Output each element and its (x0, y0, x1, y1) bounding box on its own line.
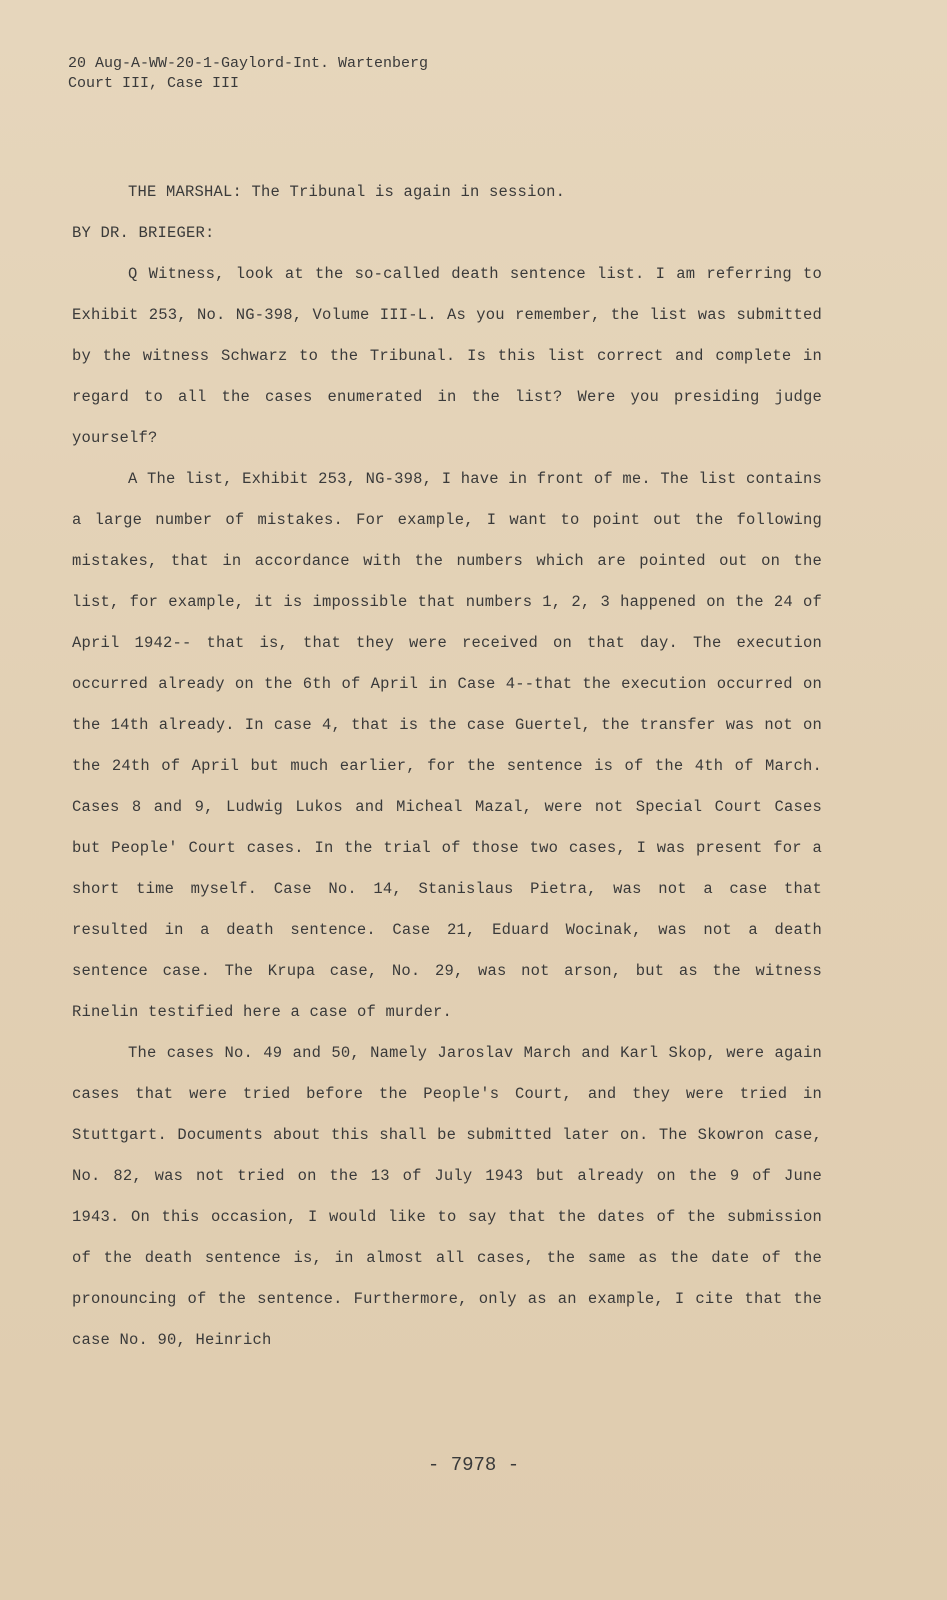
examiner-line: BY DR. BRIEGER: (72, 224, 215, 242)
continuation-paragraph: The cases No. 49 and 50, Namely Jaroslav March and Karl Skop, were again cases that were tried before the People's Court, and they were tried in Stuttgart. Documents about this shall be submitted later on. The Skowron case, No. 82, was not tried on the 13 of July 1943 but already on the 9 of June 1943. On this occasion, I would like to say that the dates of the submission of the death sentence is, in almost all cases, the same as the date of the pronouncing of the sentence. Furthermore, only as an example, I cite that the case No. 90, Heinrich (72, 1044, 822, 1349)
page-header (68, 54, 428, 94)
answer-paragraph: A The list, Exhibit 253, NG-398, I have in front of me. The list contains a large number of mistakes. For example, I want to point out the following mistakes, that in accordance with the numbers which are pointed out on the list, for example, it is impossible that numbers 1, 2, 3 happened on the 24 of April 1942-- that is, that they were received on that day. The execution occurred already on the 6th of April in Case 4--that the execution occurred on the 14th already. In case 4, that is the case Guertel, the transfer was not on the 24th of April but much earlier, for the sentence is of the 4th of March. Cases 8 and 9, Ludwig Lukos and Micheal Mazal, were not Special Court Cases but People' Court cases. In the trial of those two cases, I was present for a short time myself. Case No. 14, Stanislaus Pietra, was not a case that resulted in a death sentence. Case 21, Eduard Wocinak, was not a death sentence case. The Krupa case, No. 29, was not arson, but as the witness Rinelin testified here a case of murder. (72, 470, 822, 1021)
page-number: - 7978 - (427, 1454, 520, 1476)
marshal-statement: THE MARSHAL: The Tribunal is again in session. (128, 183, 566, 201)
header-line-2: Court III, Case III (68, 75, 240, 92)
question-paragraph: Q Witness, look at the so-called death sentence list. I am referring to Exhibit 253, No. NG-398, Volume III-L. As you remember, the list was submitted by the witness Schwarz to the Tribunal. Is this list correct and complete in regard to all the cases enumerated in the list? Were you presiding judge yourself? (72, 265, 822, 447)
transcript-body (72, 172, 822, 1361)
header-line-1: 20 Aug-A-WW-20-1-Gaylord-Int. Wartenberg (68, 55, 429, 72)
